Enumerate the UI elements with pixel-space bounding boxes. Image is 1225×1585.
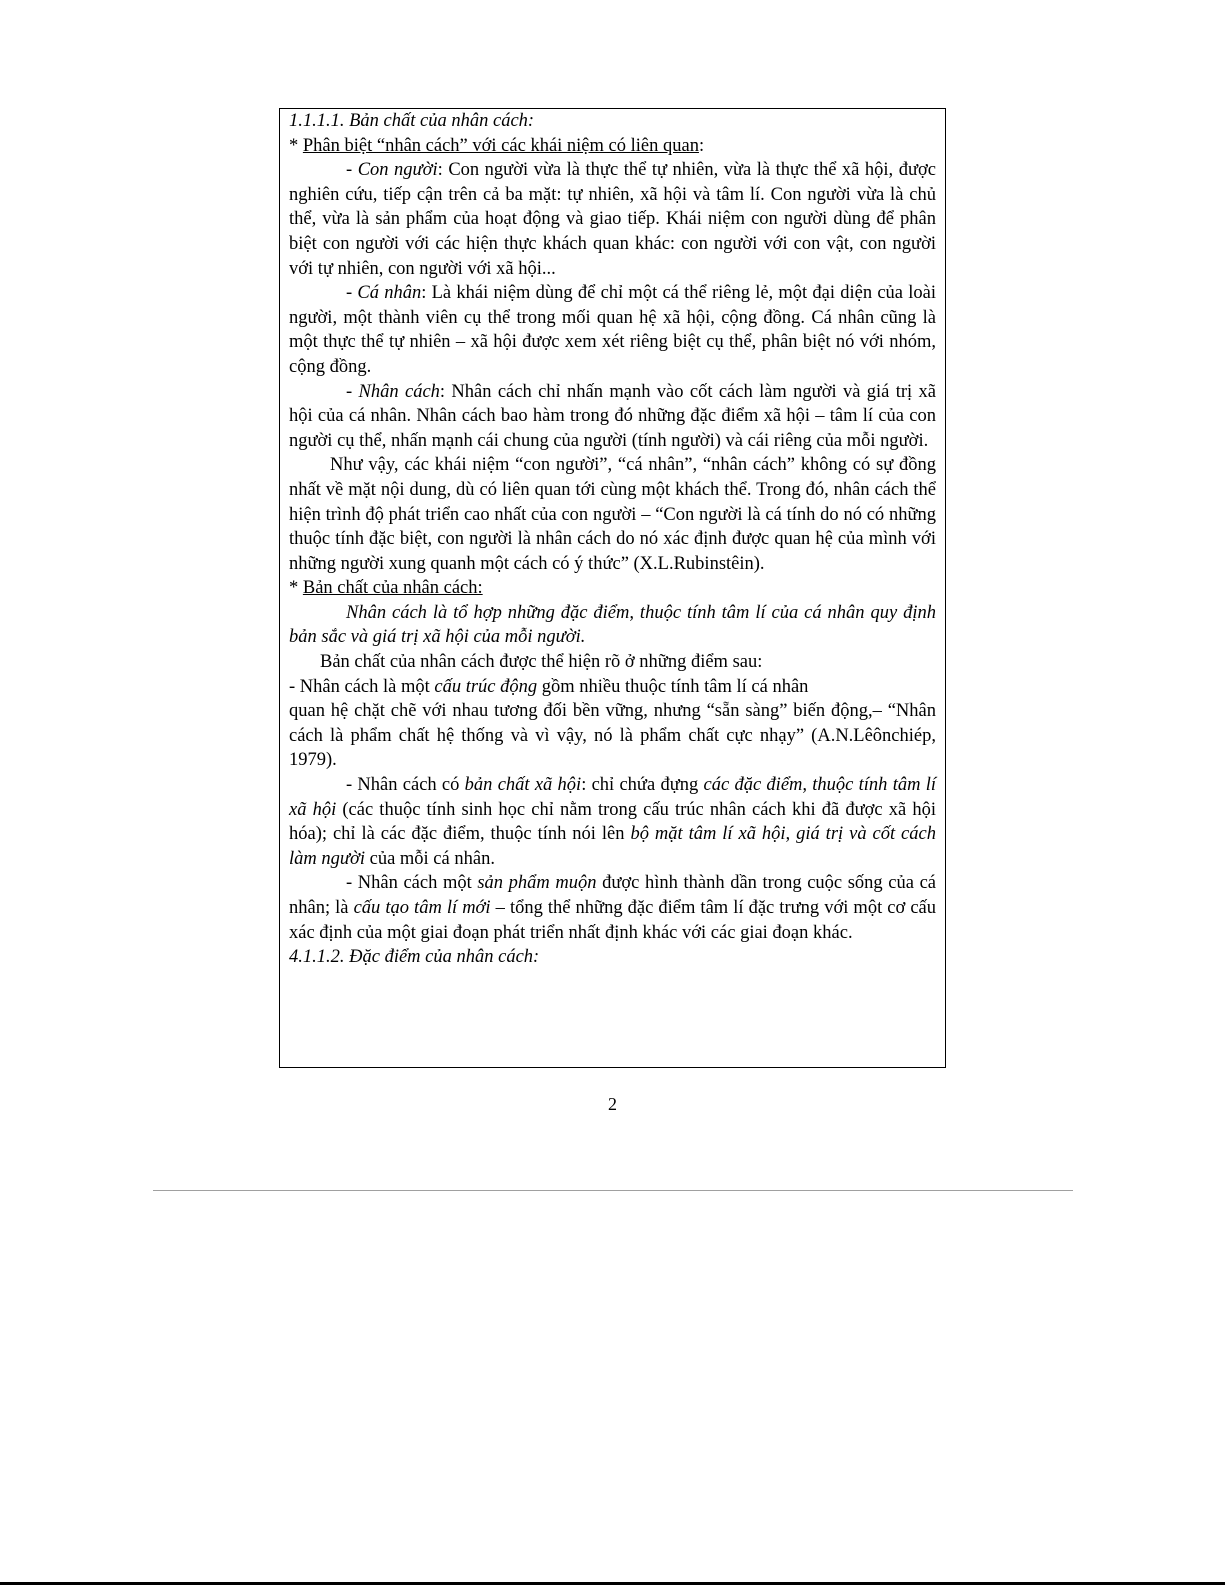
point-3: - Nhân cách một sản phẩm muộn được hình thành dần trong cuộc sống của cá nhân; là cấu tạo tâm lí mới – tổng thể những đặc điểm tâm lí đặc trưng với một cơ cấu xác định của một giai đoạn phát triển nhất định khác với các giai đoạn khác. <box>289 873 936 943</box>
point-1-continued: quan hệ chặt chẽ với nhau tương đối bền vững, nhưng “sẵn sàng” biến động,– “Nhân cách là phẩm chất hệ thống và vì vậy, nó là phẩm chất cực nhạy” (A.N.Lêônchiép, 1979). <box>289 701 936 771</box>
section-heading-1: 1.1.1.1. Bản chất của nhân cách: <box>289 111 535 131</box>
intro-points: Bản chất của nhân cách được thể hiện rõ ở những điểm sau: <box>320 652 763 673</box>
term-con-nguoi: Con người <box>357 160 438 181</box>
paragraph-nhu-vay: Như vậy, các khái niệm “con người”, “cá nhân”, “nhân cách” không có sự đồng nhất về mặt nội dung, dù có liên quan tới cùng một khách thể. Trong đó, nhân cách thể hiện trình độ phát triển cao nhất của con người – “Con người là cá tính do nó có những thuộc tính đặc biệt, con người là nhân cách do nó xác định được quan hệ của mình với những người xung quanh một cách có ý thức” (X.L.Rubinstêin). <box>289 455 936 574</box>
term-ca-nhan: Cá nhân <box>357 283 422 304</box>
subheading-distinguish: * Phân biệt “nhân cách” với các khái niệm có liên quan: <box>289 135 705 156</box>
term-nhan-cach: Nhân cách <box>358 381 440 402</box>
page-number: 2 <box>608 1094 617 1114</box>
paragraph-nhan-cach: - Nhân cách: Nhân cách chỉ nhấn mạnh vào cốt cách làm người và giá trị xã hội của cá nhân. Nhân cách bao hàm trong đó những đặc điểm xã hội – tâm lí của con người cụ thể, nhấn mạnh cái chung của người (tính người) và cái riêng của mỗi người. <box>289 381 937 451</box>
section-heading-2: 4.1.1.2. Đặc điểm của nhân cách: <box>289 947 540 968</box>
point-1-first-line: - Nhân cách là một cấu trúc động gồm nhiều thuộc tính tâm lí cá nhân <box>289 676 809 697</box>
page-divider <box>153 1190 1073 1191</box>
paragraph-ca-nhan: - Cá nhân: Là khái niệm dùng để chỉ một cá thể riêng lẻ, một đại diện của loài người, một thành viên cụ thể trong mối quan hệ xã hội, cộng đồng. Cá nhân cũng là một thực thể tự nhiên – xã hội được xem xét riêng biệt cụ thể, phân biệt nó với nhóm, cộng đồng. <box>289 283 936 377</box>
point-2: - Nhân cách có bản chất xã hội: chỉ chứa đựng các đặc điểm, thuộc tính tâm lí xã hội (các thuộc tính sinh học chỉ nằm trong cấu trúc nhân cách khi đã được xã hội hóa); chỉ là các đặc điểm, thuộc tính nói lên bộ mặt tâm lí xã hội, giá trị và cốt cách làm người của mỗi cá nhân. <box>289 775 937 869</box>
paragraph-con-nguoi: - Con người: Con người vừa là thực thể tự nhiên, vừa là thực thể xã hội, được nghiên cứu, tiếp cận trên cả ba mặt: tự nhiên, xã hội và tâm lí. Con người vừa là chủ thể, vừa là sản phẩm của hoạt động và giao tiếp. Khái niệm con người dùng để phân biệt con người với các hiện thực khách quan khác: con người với con vật, con người với tự nhiên, con người với xã hội... <box>289 160 936 279</box>
content-box <box>279 108 946 1068</box>
definition-paragraph: Nhân cách là tổ hợp những đặc điểm, thuộc tính tâm lí của cá nhân quy định bản sắc và giá trị xã hội của mỗi người. <box>289 602 936 648</box>
subheading-essence: * Bản chất của nhân cách: <box>289 578 483 599</box>
